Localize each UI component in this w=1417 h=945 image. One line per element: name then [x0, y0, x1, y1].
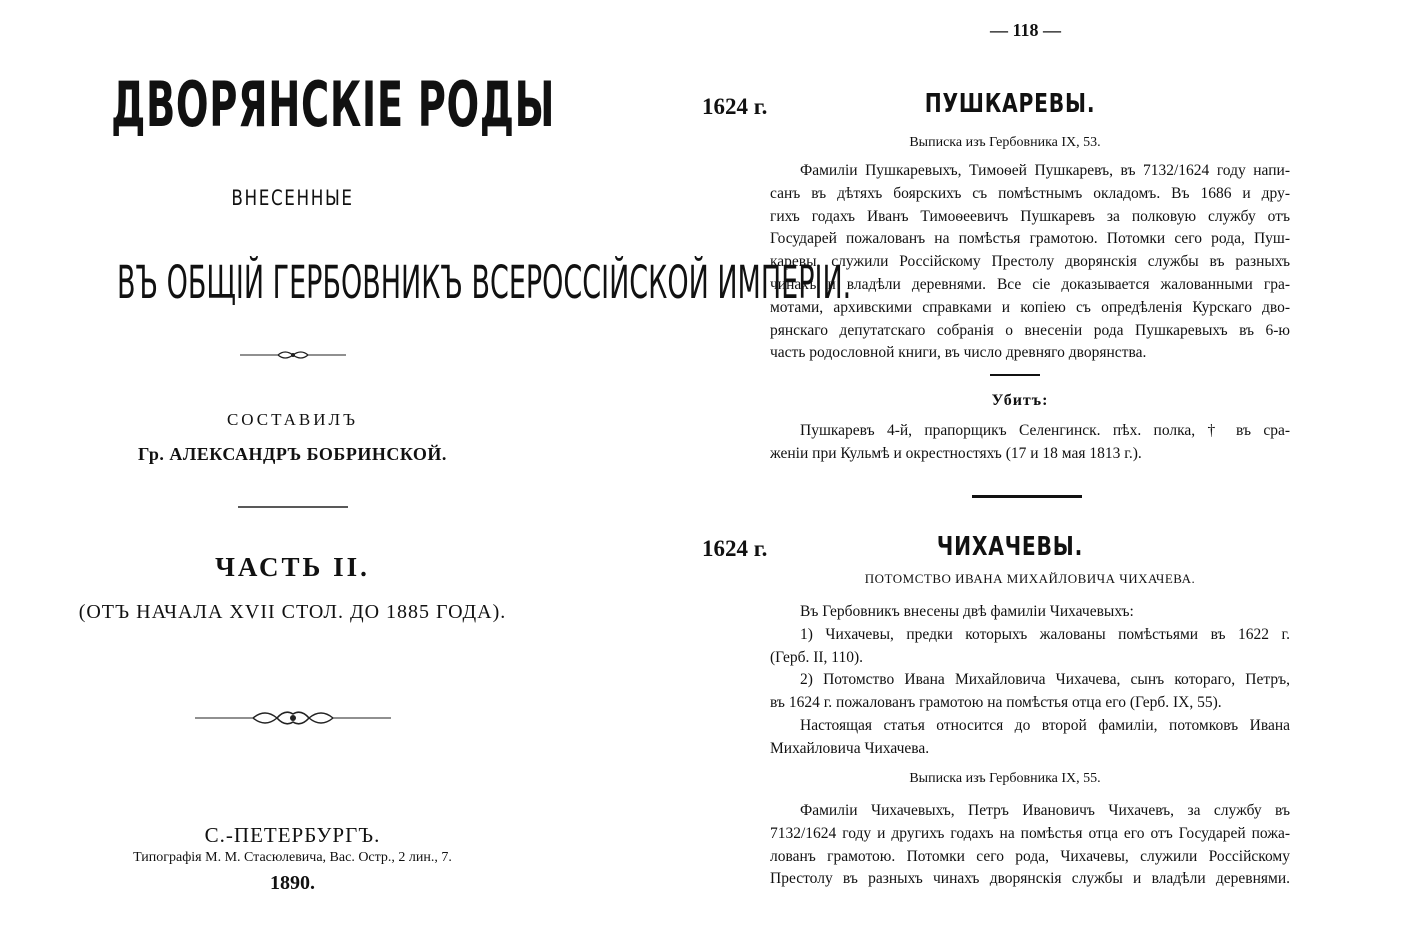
text-line: Настоящая статья относится до второй фамиліи, потомковъ Ивана [800, 716, 1290, 734]
ornament-large [0, 706, 585, 730]
text-line: каревы, служили Россійскому Престолу дворянскія службы въ разныхъ [770, 253, 1290, 271]
text-line: 2) Потомство Ивана Михайловича Чихачева, сынъ котораго, Петръ, [800, 671, 1290, 689]
entry1-family: ПУШКАРЕВЫ. [924, 89, 1096, 119]
entry1-text [770, 160, 1290, 365]
text-line: Престолу въ разныхъ чинахъ дворянскія службы и владѣли деревнями. [770, 870, 1290, 888]
entry2-year: 1624 г. [702, 536, 768, 561]
book-title: ДВОРЯНСКІЕ РОДЫ [111, 68, 556, 141]
publication-year: 1890. [270, 872, 315, 894]
entry1-year: 1624 г. [702, 94, 768, 119]
entry1-source: Выписка изъ Гербовника IX, 53. [909, 135, 1101, 150]
entry2-family: ЧИХАЧЕВЫ. [936, 532, 1084, 562]
text-line: въ 1624 г. пожалованъ грамотою на помѣстья отца его (Герб. IX, 55). [770, 694, 1222, 712]
entry2-extract-text [770, 800, 1290, 891]
part-number: ЧАСТЬ II. [215, 552, 370, 582]
period: (ОТЪ НАЧАЛА XVII СТОЛ. ДО 1885 ГОДА). [78, 601, 507, 623]
gerbovnik-title: ВЪ ОБЩІЙ ГЕРБОВНИКЪ ВСЕРОССІЙСКОЙ ИМПЕРІИ. [117, 256, 852, 309]
text-line: часть родословной книги, въ число древняго дворянства. [770, 344, 1147, 362]
page-118 [690, 0, 1300, 945]
divider-rule [0, 505, 585, 509]
text-line: Фамиліи Пушкаревыхъ, Тимоѳей Пушкаревъ, въ 7132/1624 году напи- [800, 162, 1290, 179]
text-line: Въ Гербовникъ внесены двѣ фамиліи Чихачевыхъ: [800, 603, 1134, 620]
text-line: лованъ грамотою. Потомки сего рода, Чихачевы, служили Россійскому [770, 847, 1290, 865]
text-line: женіи при Кульмѣ и окрестностяхъ (17 и 18 мая 1813 г.). [770, 444, 1142, 462]
printer: Типографія М. М. Стасюлевича, Вас. Остр., 2 лин., 7. [133, 850, 452, 865]
entry2-subtitle: ПОТОМСТВО ИВАНА МИХАЙЛОВИЧА ЧИХАЧЕВА. [864, 571, 1196, 586]
text-line: чинахъ и владѣли деревнями. Все сіе доказывается жалованными гра- [770, 275, 1290, 293]
entry2-text [770, 601, 1290, 761]
text-line: Фамиліи Чихачевыхъ, Петръ Ивановичъ Чихачевъ, за службу въ [800, 802, 1290, 819]
text-line: 7132/1624 году и другихъ годахъ на помѣстья отца его отъ Государей пожа- [770, 824, 1290, 842]
author-name: Гр. АЛЕКСАНДРЪ БОБРИНСКОЙ. [138, 444, 447, 464]
text-line: Пушкаревъ 4-й, прапорщикъ Селенгинск. пѣх. полка, † въ сра- [800, 422, 1290, 439]
compiled-by-label: СОСТАВИЛЪ [226, 410, 359, 429]
text-line: 1) Чихачевы, предки которыхъ жалованы помѣстьями въ 1622 г. [800, 625, 1290, 643]
text-line: Государей пожалованъ на помѣстья грамотою. Потомки сего рода, Пуш- [770, 230, 1290, 248]
entry2-source: Выписка изъ Гербовника IX, 55. [909, 771, 1101, 786]
text-line: мотами, архивскими справками и копіею съ опредѣленія Курскаго дво- [770, 298, 1290, 316]
text-line: Михайловича Чихачева. [770, 739, 930, 757]
killed-text [770, 420, 1290, 466]
text-line: рянскаго депутатскаго собранія о внесеніи рода Пушкаревыхъ въ 6-ю [770, 321, 1290, 339]
short-rule [990, 374, 1040, 376]
city: С.-ПЕТЕРБУРГЪ. [204, 823, 381, 847]
text-line: (Герб. II, 110). [770, 648, 863, 666]
killed-label: Убитъ: [991, 392, 1049, 409]
text-line: санъ въ дѣтяхъ боярскихъ съ помѣстнымъ окладомъ. Въ 1686 и дру- [770, 184, 1290, 202]
text-line: гихъ годахъ Иванъ Тимоѳеевичъ Пушкаревъ за полковую службу отъ [770, 207, 1290, 225]
ornament-small [0, 348, 585, 362]
page-number: — 118 — [990, 20, 1062, 40]
book-subtitle: ВНЕСЕННЫЕ [231, 186, 354, 210]
section-rule [972, 495, 1082, 498]
